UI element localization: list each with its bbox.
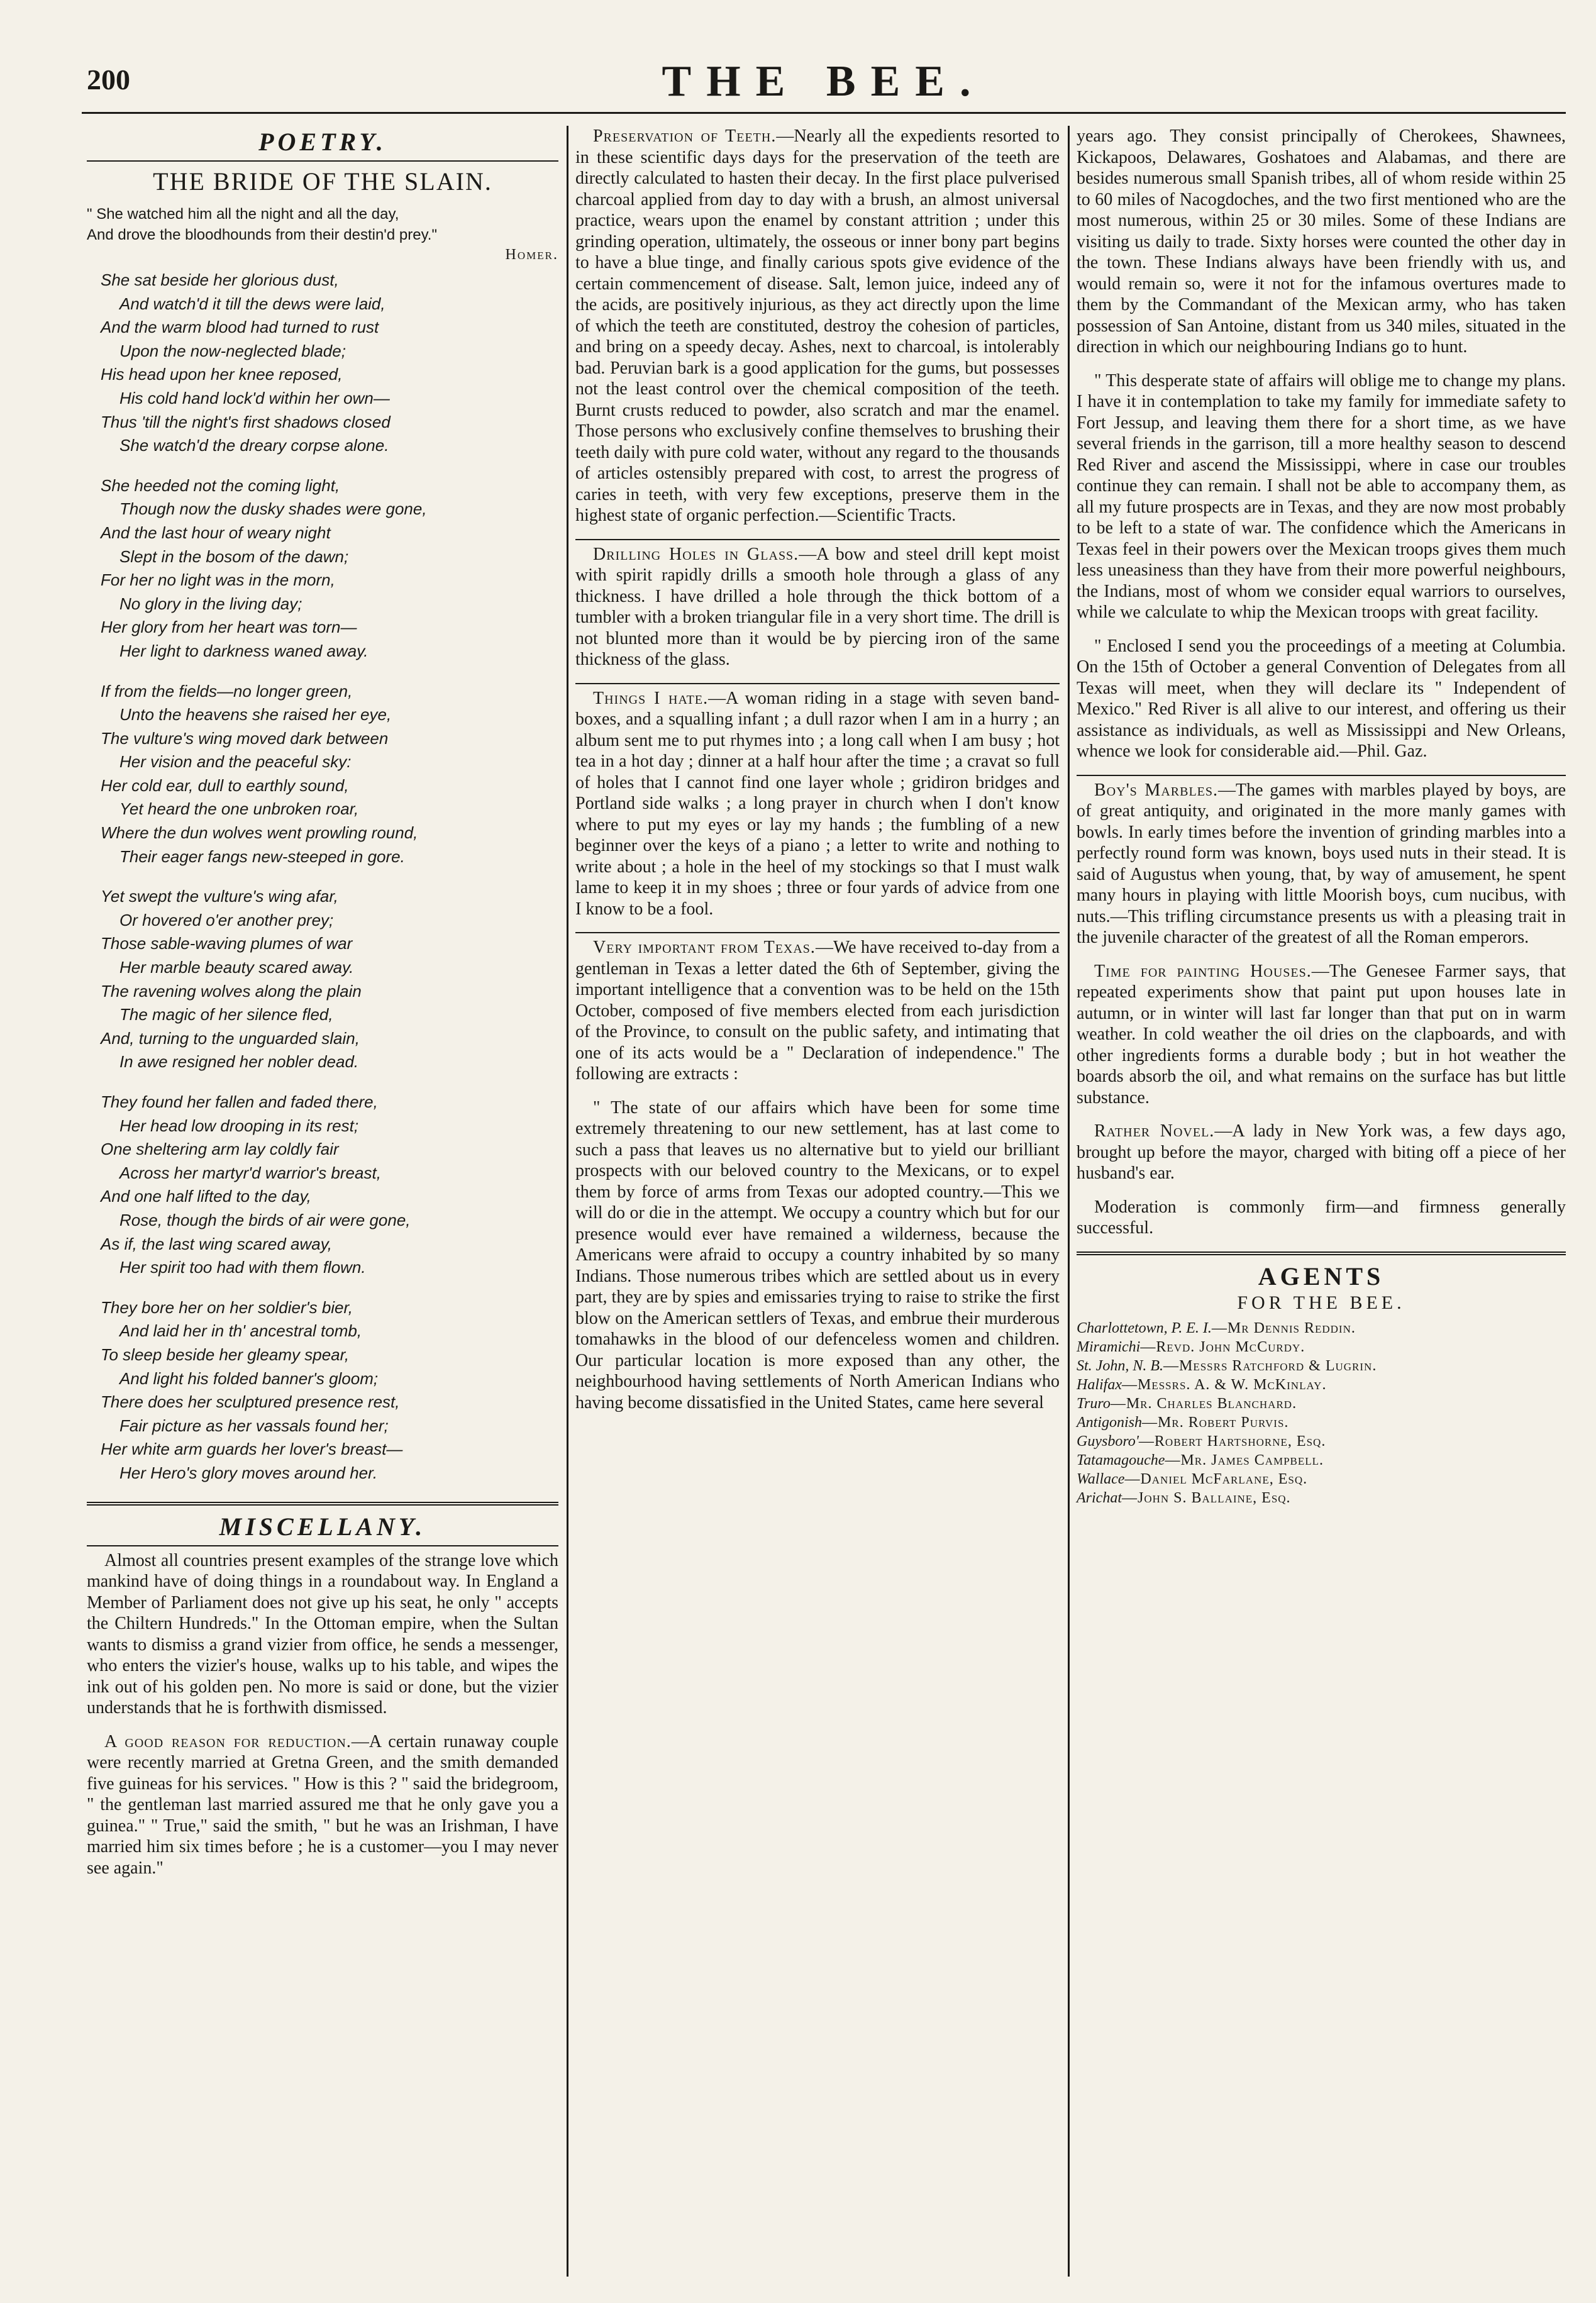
poem-line: They bore her on her soldier's bier,: [101, 1297, 353, 1317]
agent-place: Miramichi: [1077, 1338, 1141, 1355]
agents-title: AGENTS: [1258, 1262, 1385, 1290]
agent-name: —Revd. John McCurdy.: [1140, 1338, 1305, 1355]
agent-entry: [1077, 1319, 1566, 1338]
column-right: [1077, 126, 1566, 1507]
article-marbles: [1077, 780, 1566, 948]
poem-line: To sleep beside her gleamy spear,: [101, 1345, 350, 1364]
agent-name: —Robert Hartshorne, Esq.: [1138, 1433, 1326, 1450]
article-body: —A woman riding in a stage with seven band-boxes, and a squalling infant ; a dull razor when I am in a hurry ; an album sent me to put rhymes into ; a long call when I am busy ; hot tea in a hot day ; dinner at a half hour after the time ; a cravat so full of holes that I cannot find one layer whole ; gridiron bridges and Portland side walks ; a long prayer in church when I don't know where to put my eyes or lay my hands ; the fumbling of a new beginner over the keys of a piano ; a letter to write and nothing to write about ; a hole in the heel of my stockings so that I must walk lame to keep it in my shoes ; three or four yards of advice from one I know to be a fool.: [575, 688, 1060, 919]
poem-line: She sat beside her glorious dust,: [101, 270, 339, 289]
poem-line: Her cold ear, dull to earthly sound,: [101, 775, 349, 795]
poem-line: For her no light was in the morn,: [101, 570, 335, 590]
article-lead: Very important from Texas.: [593, 938, 816, 957]
agent-entry: [1077, 1338, 1566, 1357]
agent-place: Truro: [1077, 1395, 1111, 1412]
poem-line: In awe resigned her nobler dead.: [119, 1052, 359, 1072]
poem-line: And one half lifted to the day,: [101, 1187, 311, 1206]
agent-entry: [1077, 1413, 1566, 1432]
article-lead: Drilling Holes in Glass.: [593, 544, 799, 564]
poem-line: The ravening wolves along the plain: [101, 981, 362, 1001]
rule: [87, 1502, 558, 1506]
poem-line: Her white arm guards her lover's breast—: [101, 1440, 403, 1459]
poem-line: Her light to darkness waned away.: [119, 641, 369, 660]
article-lead: A good reason for reduction.: [104, 1731, 352, 1751]
article-glass: [575, 544, 1060, 670]
poem-title: THE BRIDE OF THE SLAIN.: [153, 167, 492, 196]
article-body: —A certain runaway couple were recently married at Gretna Green, and the smith demanded five guineas for his services. " How is this ? " said the bridegroom, " the gentleman last married assured me that he only gave you a guinea." " True," said the smith, " but he was an Irishman, I have married him six times before ; he is a customer—you I may never see again.": [87, 1731, 558, 1878]
article-lead: Boy's Marbles.: [1094, 780, 1218, 800]
agent-entry: [1077, 1451, 1566, 1470]
agent-place: Halifax: [1077, 1376, 1122, 1393]
article-texas-p3: " Enclosed I send you the proceedings of a meeting at Columbia. On the 15th of October a general Convention of Delegates from all Texas will meet, when they will declare its " Independent of Mexico." Red River is all alive to our interest, and offering us their assistance as individuals, as well as Mississippi and New Orleans, whence we look for considerable aid.—Phil. Gaz.: [1077, 636, 1566, 761]
poem-line: Their eager fangs new-steeped in gore.: [119, 846, 405, 866]
article-body: —A bow and steel drill kept moist with spirit rapidly drills a smooth hole through a glass of any thickness. I have drilled a hole through the thick bottom of a tumbler with a broken triangular file in a very short time. The drill is not blunted more than it would be by piercing iron of the same thickness of the glass.: [575, 544, 1060, 669]
article-lead: Preservation of Teeth.: [593, 126, 777, 146]
poem-line: No glory in the living day;: [119, 594, 302, 613]
epigraph-line: " She watched him all the night and all the day,: [87, 206, 399, 223]
agent-place: Guysboro': [1077, 1433, 1139, 1450]
article-texas-quote: " The state of our affairs which have been for some time extremely threatening to our new settlement, has at last come to such a pass that leaves us no alternative but to yield our brilliant prospects with our beloved country to the Mexicans, or to expel them by force of arms from Texas our adopted country.—This we will do or die in the attempt. We occupy a country which but for our presence would ever have remained a wilderness, because the Americans were afraid to occupy a country inhabited by so many Indians. Those numerous tribes which are settled about us in every part, they are by spies and emissaries trying to raise to strike the first blow on the American settlers of Texas, and embrue their murderous tomahawks in the blood of our defenceless women and children. Our particular location is more exposed than any other, the neighbourhood having settlements of North American Indians who having become dissatisfied in the United States, came here several: [575, 1097, 1060, 1412]
agent-place: Antigonish: [1077, 1414, 1143, 1431]
agent-place: Wallace: [1077, 1470, 1125, 1487]
poem-stanza: [101, 1090, 558, 1280]
poem-line: And, turning to the unguarded slain,: [101, 1028, 360, 1048]
poem-line: One sheltering arm lay coldly fair: [101, 1140, 339, 1159]
poetry-heading: POETRY.: [258, 128, 387, 156]
rule: [1077, 1251, 1566, 1255]
agent-entry: [1077, 1470, 1566, 1489]
epigraph-line: And drove the bloodhounds from their destin'd prey.": [87, 226, 437, 243]
agent-place: St. John, N. B.: [1077, 1357, 1163, 1374]
article-lead: Time for painting Houses.: [1094, 961, 1312, 981]
poem-line: Yet swept the vulture's wing afar,: [101, 887, 338, 906]
article-moderation: Moderation is commonly firm—and firmness generally successful.: [1077, 1197, 1566, 1238]
article-texas-continued: years ago. They consist principally of Cherokees, Shawnees, Kickapoos, Delawares, Goshatoes and Alabamas, and there are besides numerous small Spanish tribes, all of whom reside within 25 to 60 miles of Nacogdoches, and the two first mentioned who are the most numerous, within 25 or 30 miles. Some of these Indians are visiting us daily to trade. Sixty horses were counted the other day in the town. These Indians always have been friendly with us, and would remain so, were it not for the infamous overtures made to them by the Commandant of the Mexican army, who has taken possession of San Antoine, distant from us 340 miles, situated in the direction in which our neighbouring Indians go to hunt.: [1077, 126, 1566, 357]
agent-entry: [1077, 1375, 1566, 1394]
article-body: —A lady in New York was, a few days ago, brought up before the mayor, charged with biting off a piece of her husband's ear.: [1077, 1121, 1566, 1183]
poem-line: Her marble beauty scared away.: [119, 958, 354, 977]
poem-line: They found her fallen and faded there,: [101, 1092, 378, 1111]
column-left: [87, 126, 558, 1891]
article-painting: [1077, 961, 1566, 1109]
poem-line: And the warm blood had turned to rust: [101, 318, 379, 337]
article-hate: [575, 688, 1060, 920]
article-lead: Things I hate.: [593, 688, 709, 708]
poem-line: And laid her in th' ancestral tomb,: [119, 1321, 362, 1341]
poem-line: And the last hour of weary night: [101, 523, 331, 542]
poem-line: And light his folded banner's gloom;: [119, 1368, 379, 1388]
poem-line: Though now the dusky shades were gone,: [119, 499, 427, 519]
poem-line: Yet heard the one unbroken roar,: [119, 799, 359, 819]
poem-line: There does her sculptured presence rest,: [101, 1392, 400, 1412]
agent-place: Tatamagouche: [1077, 1451, 1165, 1468]
poem-line: She heeded not the coming light,: [101, 475, 340, 495]
article-texas-p2: " This desperate state of affairs will oblige me to change my plans. I have it in contemplation to take my family for immediate safety to Fort Jessup, and leaving them there for a short time, as we have several friends in the garrison, till a more healthy season to descend Red River and ascend the Mississippi, where in case our troubles continue they can remain. I shall not be able to accompany them, as all my future prospects are in Texas, and they are now most probably to be left to a state of war. The confidence which the Americans in Texas feel in their powers over the Mexican troops gives them much less uneasiness than they have from their more powerful neighbours, the Indians, most of whom we consider equal warriors to ourselves, while we calculate to whip the Mexican troops with great facility.: [1077, 370, 1566, 622]
poem-line: The vulture's wing moved dark between: [101, 728, 389, 748]
article-reduction: [87, 1731, 558, 1879]
agent-place: Charlottetown, P. E. I.: [1077, 1319, 1212, 1336]
poem-line: Her head low drooping in its rest;: [119, 1116, 359, 1135]
agent-name: —Daniel McFarlane, Esq.: [1124, 1470, 1308, 1487]
poem-line: Where the dun wolves went prowling round,: [101, 823, 418, 843]
article-novel: [1077, 1121, 1566, 1184]
poem-line: Thus 'till the night's first shadows closed: [101, 412, 391, 431]
poem-line: Her spirit too had with them flown.: [119, 1258, 366, 1277]
poem-line: And watch'd it till the dews were laid,: [119, 294, 385, 313]
agent-name: —Messrs. A. & W. McKinlay.: [1122, 1376, 1327, 1393]
poem-stanza: [101, 680, 558, 869]
miscellany-heading: MISCELLANY.: [219, 1512, 426, 1541]
agent-entry: [1077, 1394, 1566, 1413]
poem-line: Across her martyr'd warrior's breast,: [119, 1163, 381, 1182]
article-body: —The games with marbles played by boys, are of great antiquity, and originated in the more manly games with bowls. In early times before the invention of grinding marbles into a perfectly round form was known, boys used nuts in their stead. It is said of Augustus when young, that, by way of amusement, he spent many hours in playing with little Moorish boys, cum nucibus, with nuts.—This trifling circumstance presents us with a pleasing trait in the juvenile character of the greatest of all the Roman emperors.: [1077, 780, 1566, 947]
agent-entry: [1077, 1432, 1566, 1451]
agent-name: —Mr. Charles Blanchard.: [1110, 1395, 1297, 1412]
poem-stanza: [101, 269, 558, 458]
rule: [1077, 775, 1566, 776]
agent-entry: [1077, 1489, 1566, 1507]
poem-stanza: [101, 1296, 558, 1485]
rule: [575, 539, 1060, 540]
article-lead: Rather Novel.: [1094, 1121, 1215, 1141]
poem-stanza: [101, 474, 558, 663]
poem-line: Her vision and the peaceful sky:: [119, 752, 352, 772]
poem-line: The magic of her silence fled,: [119, 1005, 333, 1024]
poem-body: [87, 269, 558, 1485]
rule: [87, 160, 558, 162]
agent-entry: [1077, 1357, 1566, 1375]
rule: [87, 1545, 558, 1546]
poem-line: She watch'd the dreary corpse alone.: [119, 436, 389, 455]
poem-line: Slept in the bosom of the dawn;: [119, 547, 349, 566]
poem-line: If from the fields—no longer green,: [101, 681, 353, 701]
poem-line: His head upon her knee reposed,: [101, 365, 343, 384]
poem-line: As if, the last wing scared away,: [101, 1234, 333, 1253]
agent-name: —Mr Dennis Reddin.: [1211, 1319, 1356, 1336]
column-divider: [567, 126, 568, 2277]
agent-name: —Messrs Ratchford & Lugrin.: [1163, 1357, 1377, 1374]
poem-line: Fair picture as her vassals found her;: [119, 1416, 389, 1435]
rule: [575, 932, 1060, 933]
column-middle: [575, 126, 1060, 1426]
poem-line: Upon the now-neglected blade;: [119, 341, 346, 360]
poem-line: His cold hand lock'd within her own—: [119, 388, 390, 408]
poem-stanza: [101, 885, 558, 1074]
article-teeth: [575, 126, 1060, 526]
page-header: [82, 57, 1566, 107]
agent-name: —Mr. James Campbell.: [1165, 1451, 1324, 1468]
epigraph-author: Homer.: [505, 247, 558, 263]
article-body: —We have received to-day from a gentleman in Texas a letter dated the 6th of September, giving the important intelligence that a convention was to be held on the 15th October, composed of five members elected from each jurisdiction of the Province, to consult on the public safety, and intimating that one of its acts would be a " Declaration of independence." The following are extracts :: [575, 938, 1060, 1084]
masthead: THE BEE.: [662, 57, 986, 106]
poem-line: Or hovered o'er another prey;: [119, 910, 334, 930]
article-roundabout: Almost all countries present examples of the strange love which mankind have of doing things in a roundabout way. In England a Member of Parliament does not give up his seat, he only " accepts the Chiltern Hundreds." In the Ottoman empire, when the Sultan wants to dismiss a grand vizier from office, he sends a messenger, who enters the vizier's house, walks up to his table, and wipes the ink out of his golden pen. No more is said or done, but the vizier understands that he is forthwith dismissed.: [87, 1550, 558, 1718]
page-number: 200: [87, 64, 130, 96]
agents-list: [1077, 1319, 1566, 1507]
poem-line: Her Hero's glory moves around her.: [119, 1463, 378, 1482]
agent-name: —John S. Ballaine, Esq.: [1122, 1489, 1291, 1506]
article-body: —Nearly all the expedients resorted to in these scientific days days for the preservation of the teeth are directly calculated to hasten their decay. In the first place pulverised charcoal applied from day to day with a brush, an almost universal practice, wears upon the enamel by constant attrition ; under this grinding operation, ultimately, the osseous or inner bony part begins to have a blue tinge, and finally carious spots give evidence of the certain commencement of disease. Salt, lemon juice, indeed any of the acids, are positively injurious, as they act directly upon the lime of which the teeth are constituted, destroy the cohesion of particles, and bring on a speedy decay. Ashes, next to charcoal, is intolerably bad. Peruvian bark is a good application for the gums, but possesses not the least control over the chemical composition of the teeth. Burnt crusts reduced to powder, also scratch and mar the enamel. Those persons who exclusively confine themselves to brushing their teeth daily with pure cold water, without any regard to the thousands of articles ostensibly prepared with cost, to arrest the progress of caries in teeth, with very few exceptions, preserve them in the highest state of organic perfection.—Scientific Tracts.: [575, 126, 1060, 525]
agent-name: —Mr. Robert Purvis.: [1142, 1414, 1289, 1431]
poem-line: Unto the heavens she raised her eye,: [119, 705, 392, 724]
poem-line: Those sable-waving plumes of war: [101, 934, 353, 953]
epigraph: [87, 204, 558, 245]
poem-line: Rose, though the birds of air were gone,: [119, 1210, 411, 1229]
agents-subtitle: FOR THE BEE.: [1237, 1292, 1405, 1313]
column-divider: [1068, 126, 1070, 2277]
header-rule: [82, 112, 1566, 114]
article-body: —The Genesee Farmer says, that repeated experiments show that paint put upon houses late in autumn, or in winter will last far longer than that put on in warm weather. In cold weather the oil dries on the clapboards, and with other ingredients forms a durable body ; but in hot weather the boards absorb the oil, and what remains on the surface has but little substance.: [1077, 961, 1566, 1107]
rule: [575, 683, 1060, 684]
agent-place: Arichat: [1077, 1489, 1122, 1506]
article-texas: [575, 937, 1060, 1085]
poem-line: Her glory from her heart was torn—: [101, 618, 357, 637]
